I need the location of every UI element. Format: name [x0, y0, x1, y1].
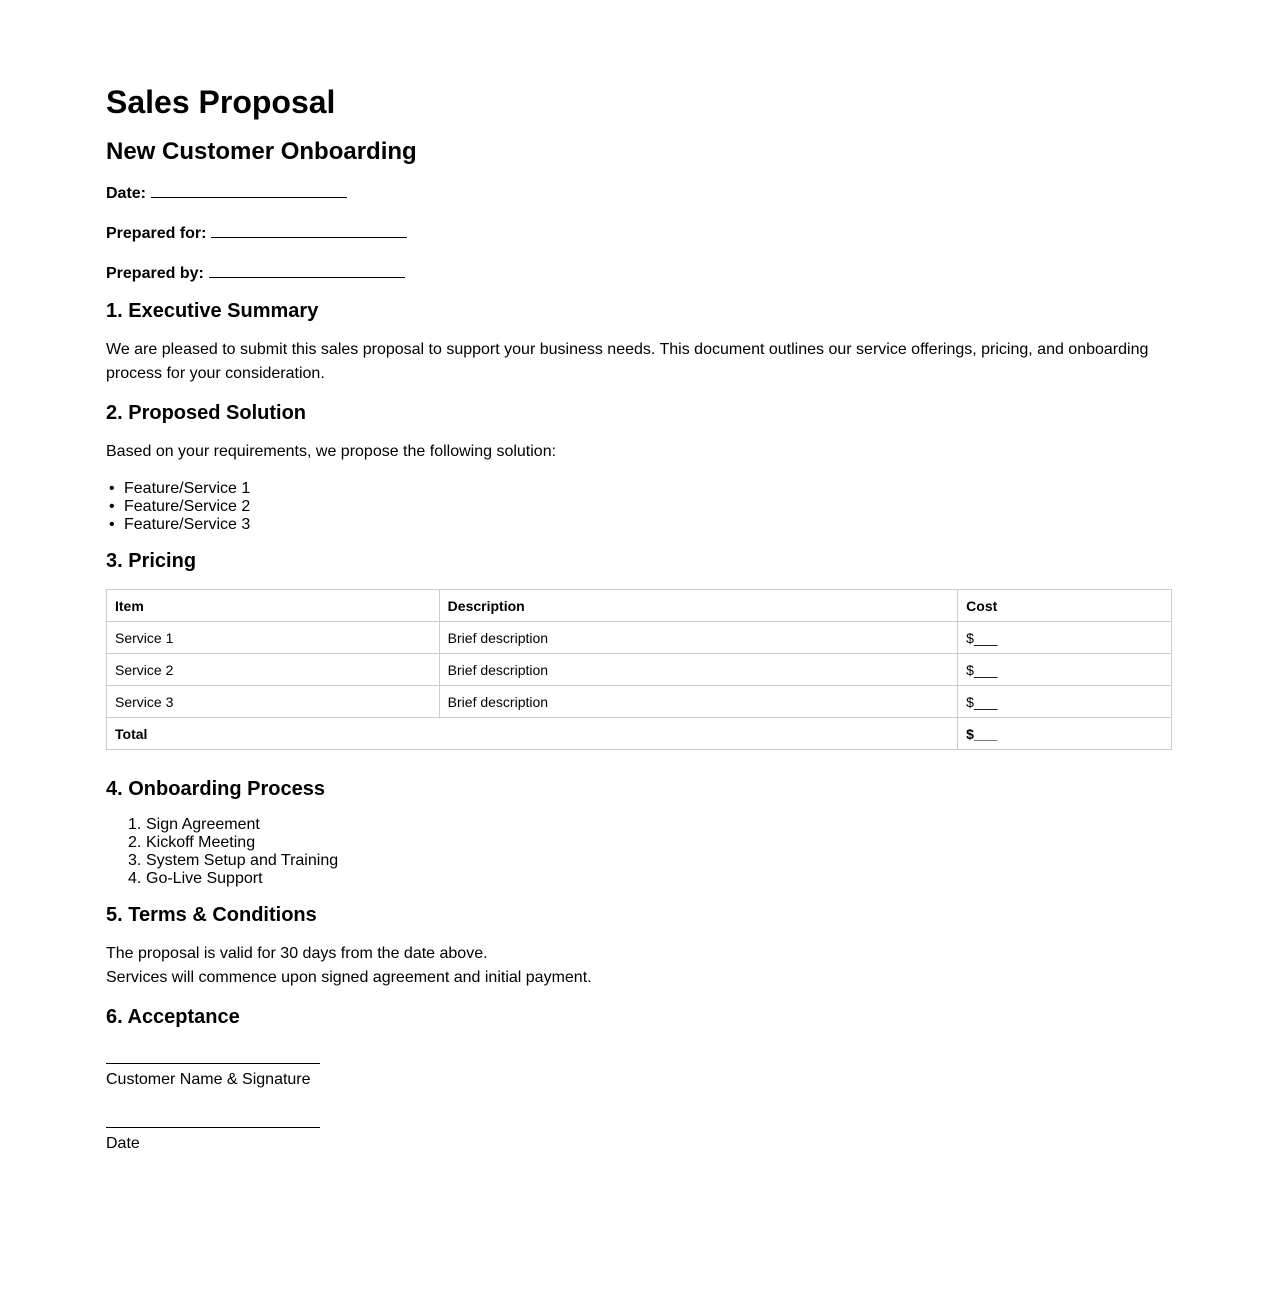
onboarding-steps — [106, 816, 338, 888]
prepared-by-field — [106, 262, 405, 284]
column-header-item: Item — [107, 590, 440, 622]
prepared-for-label: Prepared for: — [106, 225, 207, 242]
cell-cost: $___ — [958, 654, 1172, 686]
date-signature-label: Date — [106, 1135, 140, 1152]
document-title: Sales Proposal — [106, 84, 336, 120]
executive-summary-text: We are pleased to submit this sales proposal to support your business needs. This document outlines our service offerings, pricing, and onboarding process for your consideration. — [106, 341, 1149, 382]
table-row — [107, 686, 1172, 718]
total-label: Total — [107, 718, 958, 750]
date-blank-line — [151, 182, 347, 198]
onboarding-heading: 4. Onboarding Process — [106, 778, 325, 800]
cell-item: Service 2 — [107, 654, 440, 686]
list-item: • Feature/Service 1 — [109, 480, 251, 497]
proposed-solution-intro: Based on your requirements, we propose the following solution: — [106, 443, 557, 460]
prepared-for-field — [106, 222, 407, 244]
column-header-description: Description — [439, 590, 958, 622]
acceptance-heading: 6. Acceptance — [106, 1006, 240, 1028]
prepared-by-label: Prepared by: — [106, 265, 204, 282]
list-item: • Feature/Service 2 — [109, 498, 251, 515]
terms-heading: 5. Terms & Conditions — [106, 904, 317, 926]
pricing-heading: 3. Pricing — [106, 550, 197, 572]
table-header-row — [107, 590, 1172, 622]
list-item: 4. Go-Live Support — [128, 870, 263, 887]
document-subtitle: New Customer Onboarding — [106, 138, 417, 165]
list-item: 2. Kickoff Meeting — [128, 834, 256, 851]
prepared-for-blank-line — [211, 222, 407, 238]
list-item: 3. System Setup and Training — [128, 852, 339, 869]
cell-item: Service 3 — [107, 686, 440, 718]
date-signature-line — [106, 1127, 320, 1128]
terms-line-1: The proposal is valid for 30 days from the date above. — [106, 945, 488, 962]
prepared-by-blank-line — [209, 262, 405, 278]
column-header-cost: Cost — [958, 590, 1172, 622]
cell-description: Brief description — [439, 622, 958, 654]
date-field — [106, 182, 347, 204]
proposed-solution-heading: 2. Proposed Solution — [106, 402, 307, 424]
cell-item: Service 1 — [107, 622, 440, 654]
table-row — [107, 654, 1172, 686]
cell-description: Brief description — [439, 654, 958, 686]
list-item: 1. Sign Agreement — [128, 816, 260, 833]
total-cost: $___ — [958, 718, 1172, 750]
signature-label: Customer Name & Signature — [106, 1071, 311, 1088]
total-row — [107, 718, 1172, 750]
signature-line — [106, 1063, 320, 1064]
list-item: • Feature/Service 3 — [109, 516, 251, 533]
solution-list — [106, 480, 250, 534]
cell-cost: $___ — [958, 686, 1172, 718]
pricing-table — [106, 589, 1172, 750]
cell-cost: $___ — [958, 622, 1172, 654]
executive-summary-heading: 1. Executive Summary — [106, 300, 319, 322]
terms-line-2: Services will commence upon signed agreement and initial payment. — [106, 969, 592, 986]
date-field-label: Date: — [106, 185, 147, 202]
table-row — [107, 622, 1172, 654]
cell-description: Brief description — [439, 686, 958, 718]
